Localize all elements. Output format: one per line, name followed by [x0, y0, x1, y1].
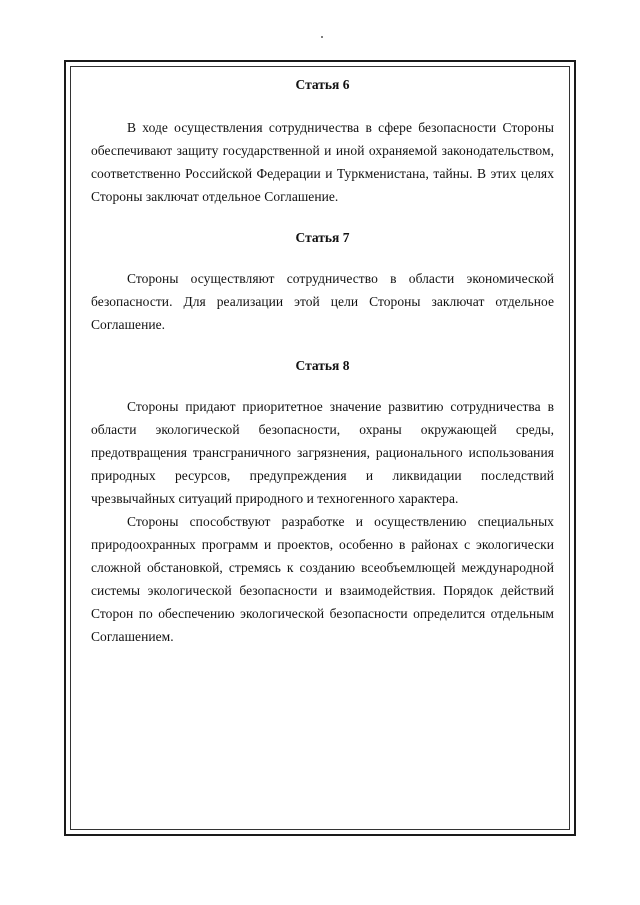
article-8 [91, 357, 554, 648]
article-paragraph: Стороны способствуют разработке и осуществлению специальных природоохранных программ и проектов, особенно в районах с экологически сложной обстановкой, стремясь к созданию всеобъемлющей международной системы экологической безопасности и взаимодействия. Порядок действий Сторон по обеспечению экологической безопасности определится отдельным Соглашением. [91, 514, 554, 644]
article-6 [91, 76, 554, 208]
article-title: Статья 7 [295, 230, 350, 245]
article-title: Статья 6 [295, 77, 350, 92]
article-7 [91, 229, 554, 336]
article-paragraph: Стороны осуществляют сотрудничество в области экономической безопасности. Для реализации этой цели Стороны заключат отдельное Соглашение. [91, 271, 554, 332]
article-paragraph: Стороны придают приоритетное значение развитию сотрудничества в области экологической безопасности, охраны окружающей среды, предотвращения трансграничного загрязнения, рационального использования природных ресурсов, предупреждения и ликвидации последствий чрезвычайных ситуаций природного и техногенного характера. [91, 399, 554, 506]
scan-artifact-dot [321, 36, 323, 38]
article-paragraph: В ходе осуществления сотрудничества в сфере безопасности Стороны обеспечивают защиту государственной и иной охраняемой законодательством, соответственно Российской Федерации и Туркменистана, тайны. В этих целях Стороны заключат отдельное Соглашение. [91, 120, 554, 204]
article-title: Статья 8 [295, 358, 350, 373]
document-body [91, 76, 554, 648]
